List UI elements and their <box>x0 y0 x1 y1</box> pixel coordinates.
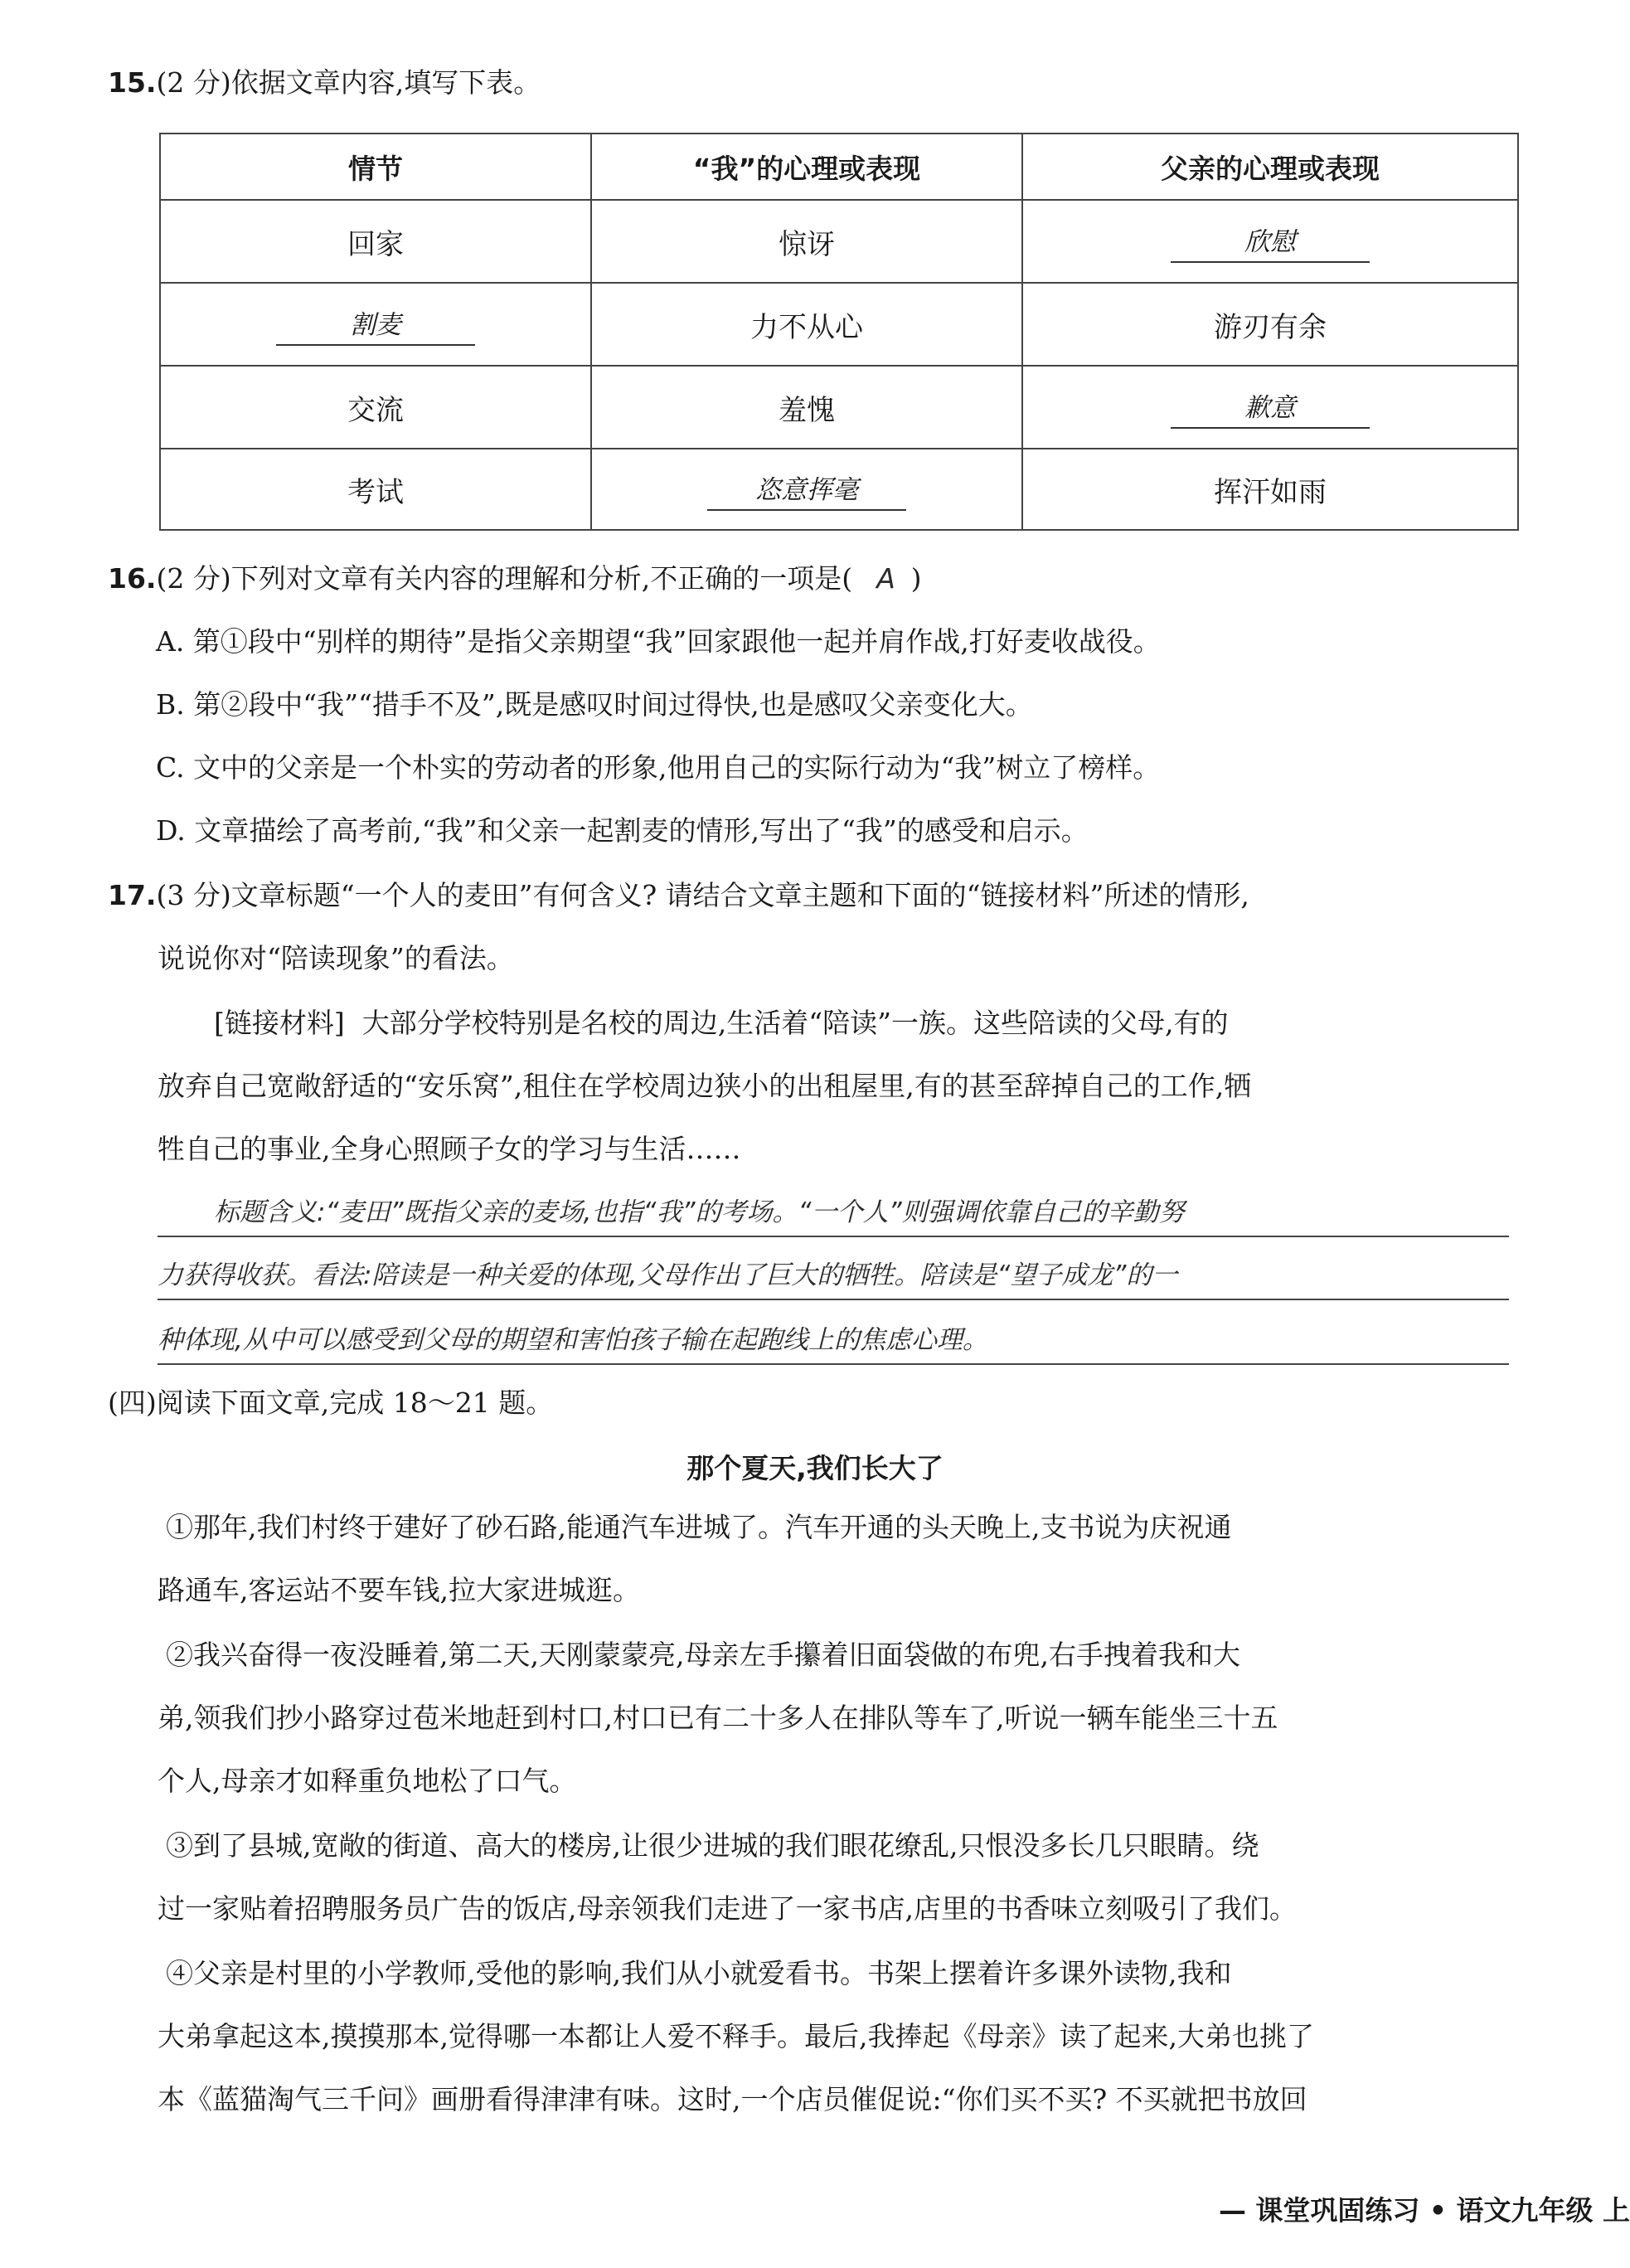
option-c: C. 文中的父亲是一个朴实的劳动者的形象,他用自己的实际行动为“我”树立了榜样。 <box>156 751 1161 784</box>
question-close: ) <box>910 562 922 595</box>
essay-line: 路通车,客运站不要车钱,拉大家进城逛。 <box>158 1574 640 1606</box>
essay-line: ④父亲是村里的小学教师,受他的影响,我们从小就爱看书。书架上摆着许多课外读物,我和 <box>166 1957 1232 1989</box>
essay-title: 那个夏天,我们长大了 <box>686 1452 944 1484</box>
question-17 <box>108 877 1249 914</box>
handwritten-answer: 歉意 <box>1171 386 1370 429</box>
table-header-cell: 父亲的心理或表现 <box>1161 152 1380 185</box>
table-header-row <box>161 134 1517 201</box>
material-line <box>214 1005 1228 1042</box>
answer-rule <box>158 1363 1509 1365</box>
table-header-cell: 情节 <box>161 134 592 199</box>
question-number: 15. <box>108 66 157 99</box>
question-15 <box>108 65 541 101</box>
question-text: (3 分)文章标题“一个人的麦田”有何含义? 请结合文章主题和下面的“链接材料”所述的情形, <box>156 879 1249 911</box>
essay-line: ①那年,我们村终于建好了砂石路,能通汽车进城了。汽车开通的头天晚上,支书说为庆祝通 <box>166 1511 1232 1543</box>
table-cell-filled <box>592 449 1023 529</box>
table-cell: 惊讶 <box>592 201 1023 282</box>
question-number: 17. <box>108 879 157 911</box>
answer-rule <box>158 1236 1509 1237</box>
table-cell-filled <box>161 284 592 365</box>
handwritten-answer-line: 力获得收获。看法:陪读是一种关爱的体现,父母作出了巨大的牺牲。陪读是“望子成龙”的一 <box>158 1260 1178 1290</box>
plot-table <box>159 133 1519 531</box>
handwritten-answer-line: 种体现,从中可以感受到父母的期望和害怕孩子输在起跑线上的焦虑心理。 <box>158 1325 988 1355</box>
essay-line: ③到了县城,宽敞的街道、高大的楼房,让很少进城的我们眼花缭乱,只恨没多长几只眼睛。绕 <box>166 1829 1259 1862</box>
table-header-cell: “我”的心理或表现 <box>592 134 1023 199</box>
option-a: A. 第①段中“别样的期待”是指父亲期望“我”回家跟他一起并肩作战,打好麦收战役。 <box>156 625 1161 658</box>
material-text: 大部分学校特别是名校的周边,生活着“陪读”一族。这些陪读的父母,有的 <box>361 1007 1229 1039</box>
table-cell: 交流 <box>161 367 592 448</box>
table-cell-filled <box>1023 367 1517 448</box>
section-intro: (四)阅读下面文章,完成 18～21 题。 <box>108 1387 554 1419</box>
question-17-line2: 说说你对“陪读现象”的看法。 <box>158 942 514 974</box>
table-row <box>161 284 1517 367</box>
handwritten-choice: A <box>876 562 895 595</box>
material-line: 牲自己的事业,全身心照顾子女的学习与生活…… <box>158 1133 741 1165</box>
table-cell: 回家 <box>161 201 592 282</box>
question-text: (2 分)依据文章内容,填写下表。 <box>156 66 541 99</box>
table-cell-filled <box>1023 201 1517 282</box>
essay-line: 大弟拿起这本,摸摸那本,觉得哪一本都让人爱不释手。最后,我捧起《母亲》读了起来,大弟也挑了 <box>158 2020 1314 2052</box>
material-label: [链接材料] <box>214 1007 345 1039</box>
option-b: B. 第②段中“我”“措手不及”,既是感叹时间过得快,也是感叹父亲变化大。 <box>156 688 1033 721</box>
handwritten-answer-line: 标题含义:“麦田”既指父亲的麦场,也指“我”的考场。“一个人”则强调依靠自己的辛勤努 <box>214 1197 1185 1227</box>
question-16 <box>108 561 921 597</box>
question-text: (2 分)下列对文章有关内容的理解和分析,不正确的一项是( <box>156 562 853 595</box>
table-cell: 羞愧 <box>592 367 1023 448</box>
table-row <box>161 449 1517 529</box>
handwritten-answer: 恣意挥毫 <box>707 469 906 511</box>
question-number: 16. <box>108 562 157 595</box>
page-footer: — 课堂巩固练习 • 语文九年级 上 <box>1218 2194 1630 2227</box>
handwritten-answer: 割麦 <box>276 304 475 346</box>
essay-line: 过一家贴着招聘服务员广告的饭店,母亲领我们走进了一家书店,店里的书香味立刻吸引了我们。 <box>158 1892 1297 1925</box>
essay-line: 个人,母亲才如释重负地松了口气。 <box>158 1765 577 1797</box>
essay-line: ②我兴奋得一夜没睡着,第二天,天刚蒙蒙亮,母亲左手攥着旧面袋做的布兜,右手拽着我和大 <box>166 1639 1240 1671</box>
handwritten-answer: 欣慰 <box>1171 221 1370 263</box>
table-cell: 游刃有余 <box>1214 310 1327 344</box>
table-cell: 挥汗如雨 <box>1214 475 1327 509</box>
essay-line: 本《蓝猫淘气三千问》画册看得津津有味。这时,一个店员催促说:“你们买不买? 不买就把书放回 <box>158 2083 1307 2115</box>
answer-rule <box>158 1299 1509 1300</box>
table-cell: 考试 <box>161 449 592 529</box>
table-row <box>161 367 1517 449</box>
table-row <box>161 201 1517 284</box>
option-d: D. 文章描绘了高考前,“我”和父亲一起割麦的情形,写出了“我”的感受和启示。 <box>156 814 1089 847</box>
material-line: 放弃自己宽敞舒适的“安乐窝”,租住在学校周边狭小的出租屋里,有的甚至辞掉自己的工作,牺 <box>158 1070 1252 1102</box>
table-cell: 力不从心 <box>592 284 1023 365</box>
essay-line: 弟,领我们抄小路穿过苞米地赶到村口,村口已有二十多人在排队等车了,听说一辆车能坐三十五 <box>158 1702 1278 1734</box>
